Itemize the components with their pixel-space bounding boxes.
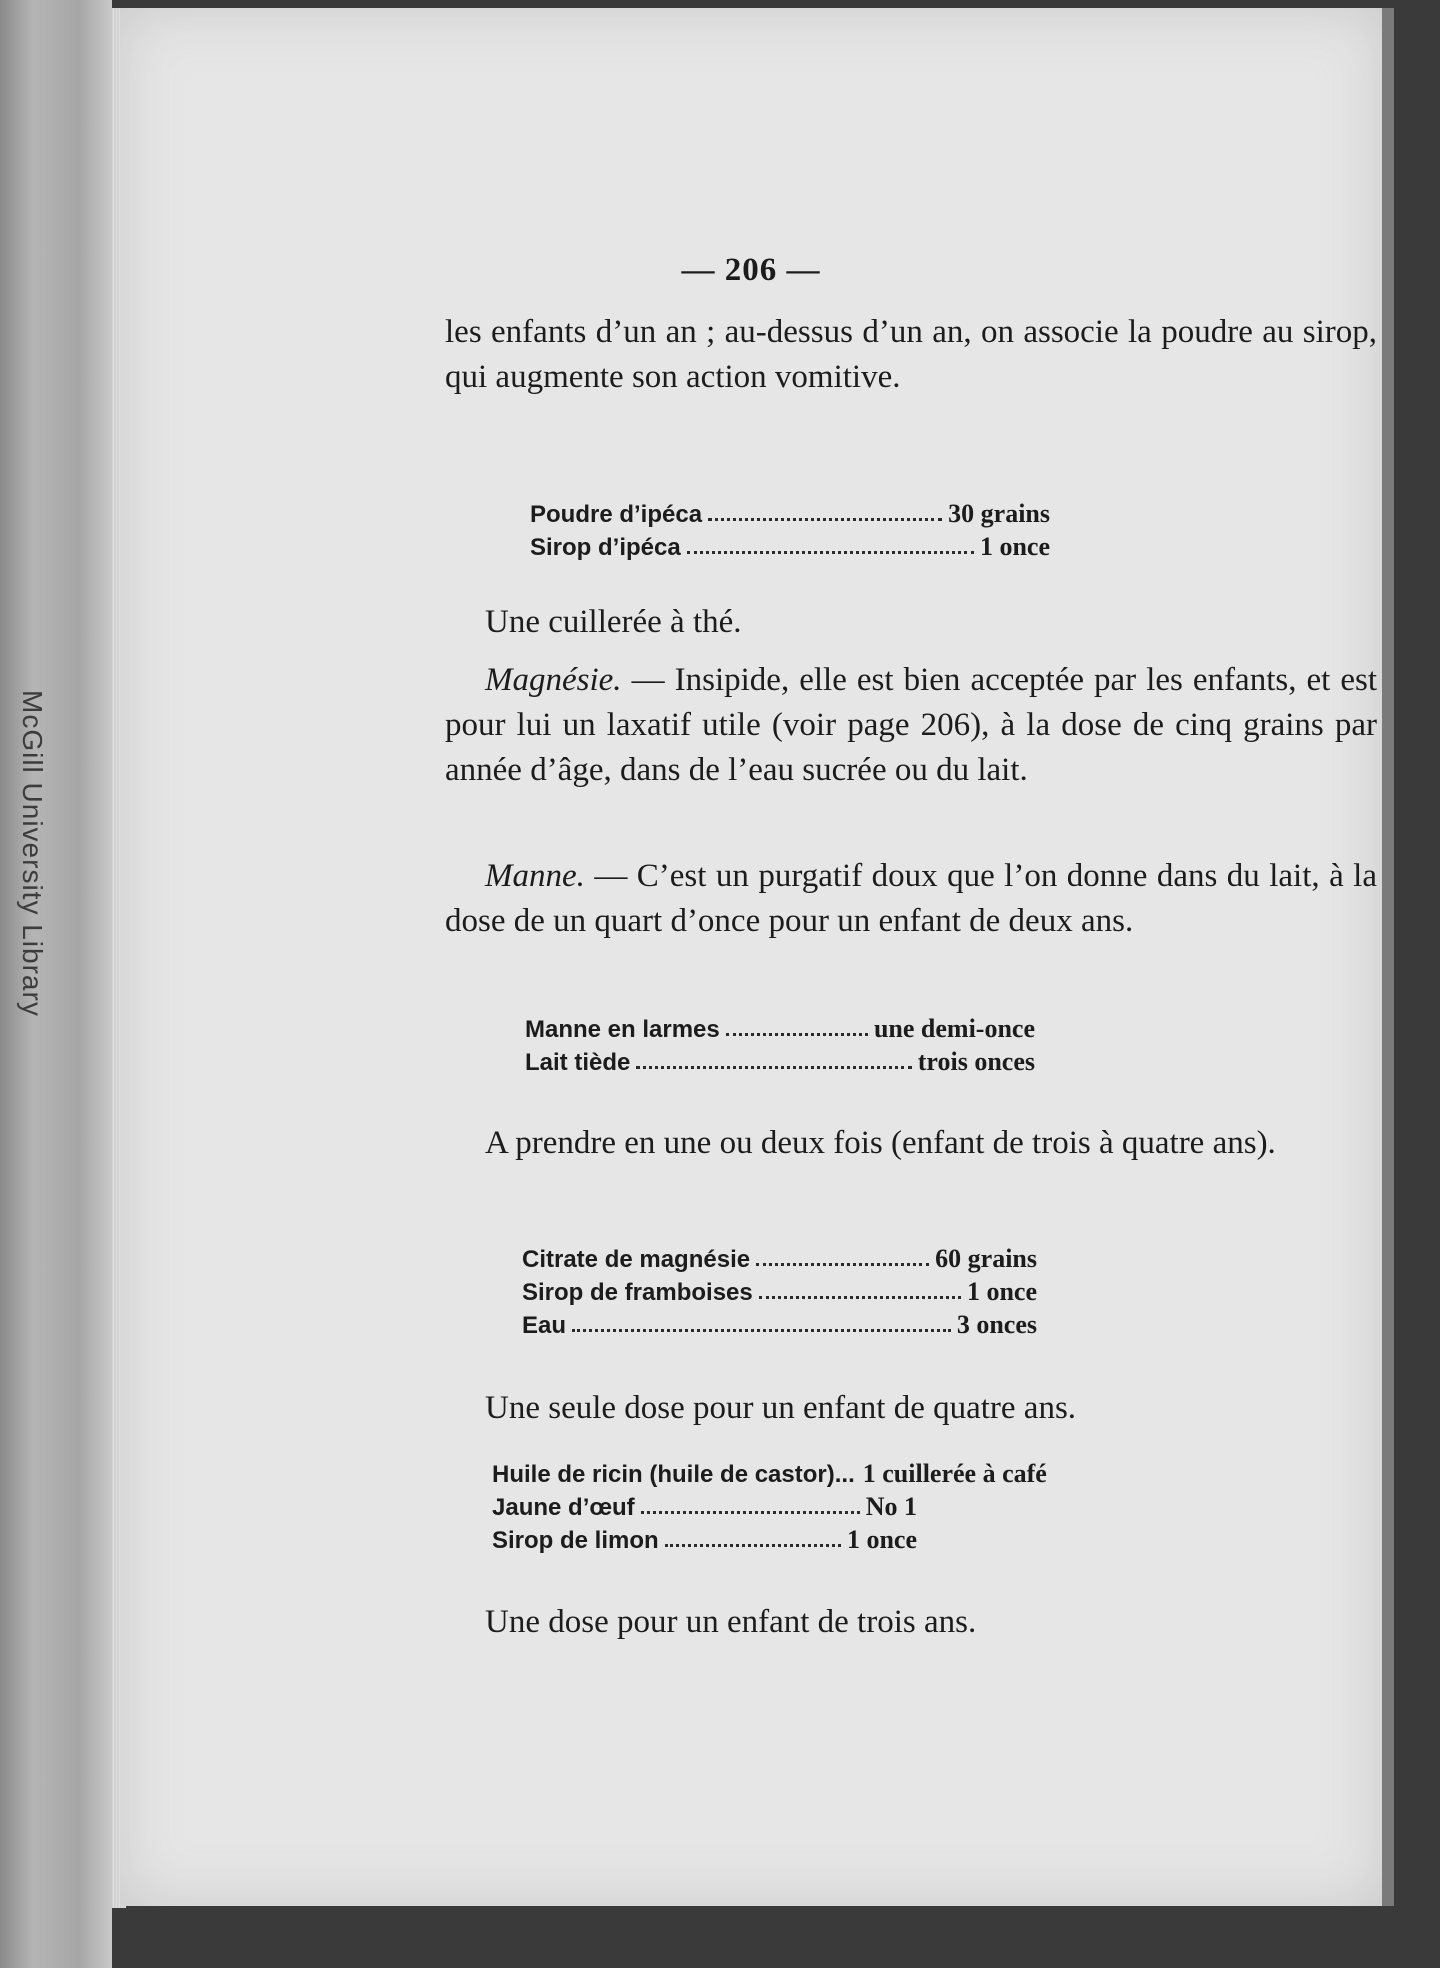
- leader-dots: [726, 1033, 868, 1036]
- recipe-ipeca: [530, 498, 1050, 564]
- paragraph-continuation: les enfants d’un an ; au-dessus d’un an, on associe la poudre au sirop, qui augmente son action vomitive.: [445, 314, 1377, 395]
- paragraph-dose-three: Une dose pour un enfant de trois ans.: [485, 1604, 977, 1640]
- book-page: [120, 8, 1382, 1906]
- paragraph-dosage-note: Une cuillerée à thé.: [485, 604, 742, 640]
- recipe-row: [522, 1309, 1037, 1342]
- recipe-row: [522, 1276, 1037, 1309]
- recipe-row: [530, 498, 1050, 531]
- paragraph-manne: [445, 854, 1377, 944]
- library-stamp: McGill University Library: [17, 690, 48, 1017]
- leader-dots: [572, 1329, 951, 1332]
- quantity: No 1: [865, 1492, 917, 1521]
- quantity: 1 cuillerée à café: [862, 1459, 1047, 1488]
- ingredient: Manne en larmes: [525, 1016, 720, 1043]
- leader-dots: [708, 518, 942, 521]
- page-right-edge: [1382, 8, 1394, 1906]
- ingredient: Huile de ricin (huile de castor)...: [492, 1461, 855, 1488]
- leader-dots: [641, 1511, 860, 1514]
- quantity: 1 once: [966, 1277, 1037, 1306]
- ingredient: Poudre d’ipéca: [530, 501, 703, 528]
- quantity: une demi-once: [873, 1014, 1035, 1043]
- quantity: 3 onces: [956, 1310, 1037, 1339]
- recipe-magnesie: [522, 1243, 1037, 1342]
- book-spine: [0, 0, 112, 1968]
- paragraph-heading: Magnésie.: [485, 662, 622, 698]
- ingredient: Lait tiède: [525, 1049, 631, 1076]
- quantity: trois onces: [917, 1047, 1035, 1076]
- recipe-row: [492, 1458, 1057, 1491]
- paragraph-dose-four: Une seule dose pour un enfant de quatre ans.: [485, 1390, 1077, 1426]
- recipe-row: [525, 1013, 1035, 1046]
- quantity: 30 grains: [948, 499, 1050, 528]
- recipe-manne: [525, 1013, 1035, 1079]
- leader-dots: [636, 1066, 911, 1069]
- recipe-row: [492, 1524, 1057, 1557]
- page-number: — 206 —: [681, 252, 821, 288]
- ingredient: Sirop de limon: [492, 1527, 659, 1554]
- ingredient: Jaune d’œuf: [492, 1494, 635, 1521]
- recipe-row: [530, 531, 1050, 564]
- leader-dots: [687, 551, 974, 554]
- quantity: 60 grains: [935, 1244, 1037, 1273]
- ingredient: Sirop d’ipéca: [530, 534, 681, 561]
- leader-dots: [756, 1263, 929, 1266]
- paragraph-instructions: A prendre en une ou deux fois (enfant de trois à quatre ans).: [485, 1125, 1276, 1161]
- leader-dots: [665, 1544, 841, 1547]
- recipe-ricin: [492, 1458, 1057, 1557]
- quantity: 1 once: [846, 1525, 917, 1554]
- paragraph-heading: Manne.: [485, 858, 585, 894]
- leader-dots: [759, 1296, 961, 1299]
- paragraph-magnesie: [445, 658, 1377, 793]
- recipe-row: [522, 1243, 1037, 1276]
- quantity: 1 once: [979, 532, 1050, 561]
- ingredient: Citrate de magnésie: [522, 1246, 751, 1273]
- recipe-row: [492, 1491, 1057, 1524]
- paragraph-body: — C’est un purgatif doux que l’on donne dans du lait, à la dose de un quart d’once pour un enfant de deux ans.: [445, 858, 1377, 939]
- ingredient: Eau: [522, 1312, 567, 1339]
- paragraph-body: — Insipide, elle est bien acceptée par les enfants, et est pour lui un laxatif utile (voir page 206), à la dose de cinq grains par année d’âge, dans de l’eau sucrée ou du lait.: [445, 662, 1377, 788]
- recipe-row: [525, 1046, 1035, 1079]
- ingredient: Sirop de framboises: [522, 1279, 753, 1306]
